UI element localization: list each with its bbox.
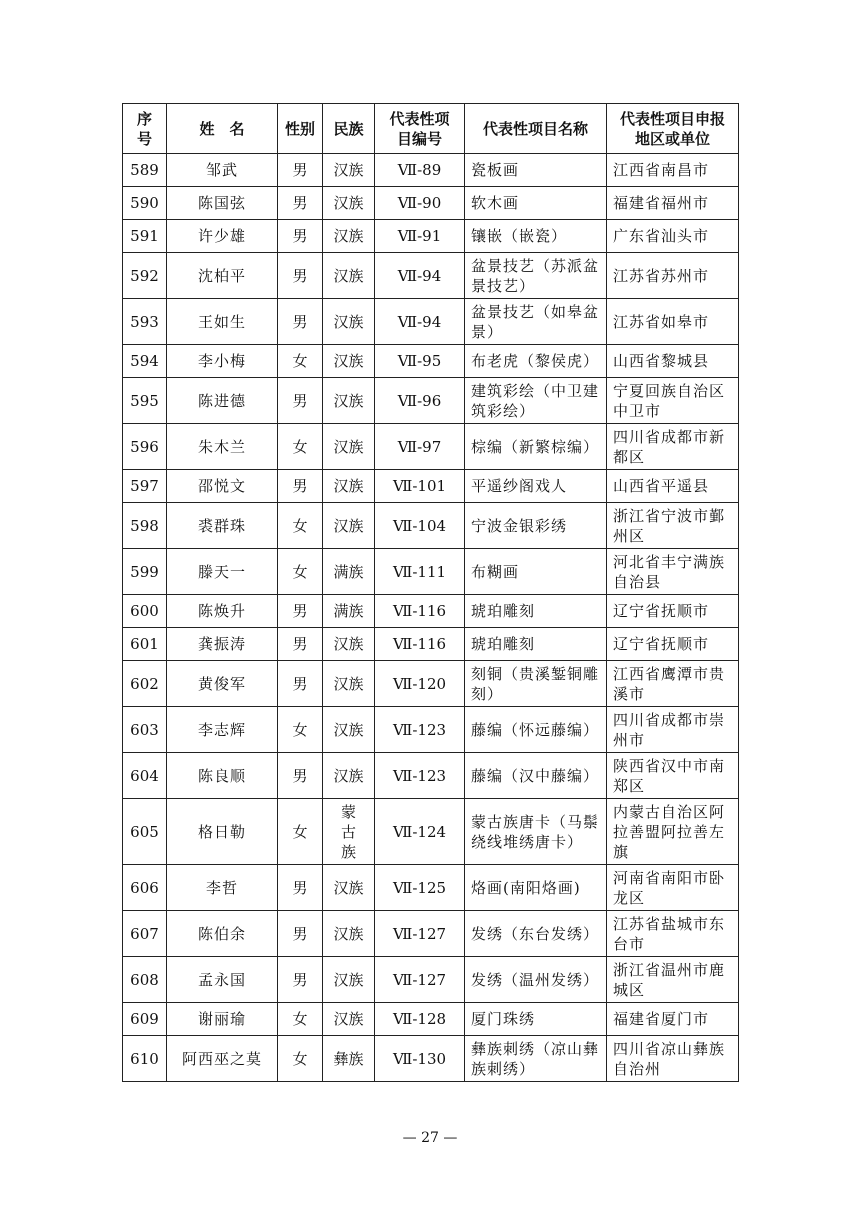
cell-gender: 男 [278,220,323,253]
cell-region: 辽宁省抚顺市 [607,628,739,661]
table-row [123,661,739,707]
cell-project-name: 烙画(南阳烙画) [465,865,607,911]
table-row [123,1003,739,1036]
cell-ethnicity: 汉族 [323,187,375,220]
cell-project-code: Ⅶ-94 [375,299,465,345]
cell-project-code: Ⅶ-95 [375,345,465,378]
header-project-code: 代表性项目编号 [375,104,465,154]
cell-ethnicity: 汉族 [323,957,375,1003]
cell-ethnicity: 蒙古族 [323,799,375,865]
cell-region: 浙江省宁波市鄞州区 [607,503,739,549]
cell-ethnicity: 汉族 [323,503,375,549]
cell-seq: 593 [123,299,167,345]
cell-project-code: Ⅶ-123 [375,753,465,799]
cell-gender: 男 [278,865,323,911]
table-row [123,253,739,299]
cell-project-name: 瓷板画 [465,154,607,187]
table-row [123,187,739,220]
cell-project-code: Ⅶ-89 [375,154,465,187]
cell-gender: 男 [278,595,323,628]
cell-name: 滕天一 [167,549,278,595]
cell-project-name: 发绣（温州发绣） [465,957,607,1003]
cell-gender: 男 [278,187,323,220]
cell-seq: 606 [123,865,167,911]
cell-region: 福建省厦门市 [607,1003,739,1036]
cell-project-name: 镶嵌（嵌瓷） [465,220,607,253]
cell-project-name: 软木画 [465,187,607,220]
table-row [123,299,739,345]
cell-project-name: 布老虎（黎侯虎） [465,345,607,378]
cell-ethnicity: 汉族 [323,707,375,753]
cell-seq: 592 [123,253,167,299]
cell-ethnicity: 汉族 [323,220,375,253]
cell-seq: 605 [123,799,167,865]
cell-ethnicity: 汉族 [323,424,375,470]
table-row [123,707,739,753]
cell-region: 河南省南阳市卧龙区 [607,865,739,911]
cell-project-code: Ⅶ-130 [375,1036,465,1082]
page-number: — 27 — [402,1130,458,1146]
cell-project-name: 布糊画 [465,549,607,595]
cell-project-name: 琥珀雕刻 [465,595,607,628]
cell-region: 福建省福州市 [607,187,739,220]
cell-seq: 589 [123,154,167,187]
cell-name: 李小梅 [167,345,278,378]
cell-ethnicity: 汉族 [323,865,375,911]
cell-name: 李志辉 [167,707,278,753]
cell-name: 邵悦文 [167,470,278,503]
cell-gender: 女 [278,503,323,549]
cell-seq: 590 [123,187,167,220]
cell-project-name: 厦门珠绣 [465,1003,607,1036]
table-row [123,865,739,911]
table-row [123,595,739,628]
cell-seq: 603 [123,707,167,753]
table-row [123,957,739,1003]
cell-gender: 女 [278,345,323,378]
cell-region: 河北省丰宁满族自治县 [607,549,739,595]
cell-project-code: Ⅶ-124 [375,799,465,865]
cell-ethnicity: 汉族 [323,1003,375,1036]
table-row [123,378,739,424]
cell-project-name: 藤编（汉中藤编） [465,753,607,799]
cell-project-code: Ⅶ-90 [375,187,465,220]
cell-gender: 男 [278,957,323,1003]
table-row [123,549,739,595]
cell-name: 谢丽瑜 [167,1003,278,1036]
cell-project-code: Ⅶ-104 [375,503,465,549]
cell-gender: 女 [278,549,323,595]
cell-seq: 591 [123,220,167,253]
cell-project-code: Ⅶ-128 [375,1003,465,1036]
table-row [123,753,739,799]
cell-region: 陕西省汉中市南郑区 [607,753,739,799]
cell-ethnicity: 汉族 [323,753,375,799]
cell-name: 许少雄 [167,220,278,253]
cell-seq: 604 [123,753,167,799]
table-row [123,154,739,187]
cell-seq: 594 [123,345,167,378]
cell-seq: 597 [123,470,167,503]
cell-region: 浙江省温州市鹿城区 [607,957,739,1003]
cell-ethnicity: 汉族 [323,911,375,957]
cell-ethnicity: 满族 [323,595,375,628]
cell-project-code: Ⅶ-127 [375,957,465,1003]
cell-name: 朱木兰 [167,424,278,470]
cell-ethnicity: 彝族 [323,1036,375,1082]
cell-project-name: 刻铜（贵溪錾铜雕刻） [465,661,607,707]
cell-project-name: 盆景技艺（如皋盆景） [465,299,607,345]
header-ethnicity: 民族 [323,104,375,154]
cell-region: 内蒙古自治区阿拉善盟阿拉善左旗 [607,799,739,865]
cell-gender: 男 [278,911,323,957]
cell-gender: 女 [278,707,323,753]
header-project-name: 代表性项目名称 [465,104,607,154]
cell-region: 四川省成都市新都区 [607,424,739,470]
cell-name: 龚振涛 [167,628,278,661]
cell-name: 陈良顺 [167,753,278,799]
table-row [123,470,739,503]
header-gender: 性别 [278,104,323,154]
cell-ethnicity: 汉族 [323,628,375,661]
cell-seq: 595 [123,378,167,424]
cell-project-code: Ⅶ-116 [375,595,465,628]
cell-gender: 男 [278,253,323,299]
header-seq: 序号 [123,104,167,154]
cell-region: 辽宁省抚顺市 [607,595,739,628]
cell-project-code: Ⅶ-91 [375,220,465,253]
cell-region: 四川省凉山彝族自治州 [607,1036,739,1082]
cell-ethnicity: 汉族 [323,299,375,345]
table-row [123,220,739,253]
cell-seq: 596 [123,424,167,470]
cell-ethnicity: 汉族 [323,154,375,187]
cell-name: 陈焕升 [167,595,278,628]
cell-name: 格日勒 [167,799,278,865]
cell-seq: 610 [123,1036,167,1082]
cell-region: 江苏省盐城市东台市 [607,911,739,957]
table-row [123,424,739,470]
cell-project-code: Ⅶ-120 [375,661,465,707]
cell-ethnicity: 汉族 [323,253,375,299]
cell-region: 江苏省苏州市 [607,253,739,299]
cell-gender: 男 [278,299,323,345]
cell-project-code: Ⅶ-97 [375,424,465,470]
cell-gender: 女 [278,1036,323,1082]
table-header-row [123,104,739,154]
header-region: 代表性项目申报地区或单位 [607,104,739,154]
cell-project-code: Ⅶ-94 [375,253,465,299]
cell-seq: 608 [123,957,167,1003]
cell-name: 陈国弦 [167,187,278,220]
cell-project-code: Ⅶ-96 [375,378,465,424]
cell-name: 陈伯余 [167,911,278,957]
cell-project-name: 琥珀雕刻 [465,628,607,661]
cell-region: 四川省成都市崇州市 [607,707,739,753]
cell-name: 孟永国 [167,957,278,1003]
cell-seq: 599 [123,549,167,595]
cell-seq: 601 [123,628,167,661]
cell-region: 广东省汕头市 [607,220,739,253]
header-name: 姓 名 [167,104,278,154]
cell-project-code: Ⅶ-125 [375,865,465,911]
cell-name: 王如生 [167,299,278,345]
cell-name: 邹武 [167,154,278,187]
cell-seq: 598 [123,503,167,549]
cell-project-name: 蒙古族唐卡（马鬃绕线堆绣唐卡） [465,799,607,865]
cell-seq: 607 [123,911,167,957]
table-row [123,503,739,549]
cell-ethnicity: 汉族 [323,378,375,424]
cell-gender: 女 [278,424,323,470]
cell-region: 山西省平遥县 [607,470,739,503]
cell-ethnicity: 汉族 [323,470,375,503]
cell-name: 阿西巫之莫 [167,1036,278,1082]
table-row [123,799,739,865]
cell-project-name: 藤编（怀远藤编） [465,707,607,753]
cell-gender: 女 [278,799,323,865]
table-row [123,628,739,661]
table-row [123,911,739,957]
cell-region: 江西省南昌市 [607,154,739,187]
cell-project-code: Ⅶ-123 [375,707,465,753]
cell-name: 裘群珠 [167,503,278,549]
cell-project-code: Ⅶ-101 [375,470,465,503]
cell-seq: 600 [123,595,167,628]
cell-region: 宁夏回族自治区中卫市 [607,378,739,424]
cell-gender: 男 [278,154,323,187]
cell-gender: 男 [278,378,323,424]
cell-name: 陈进德 [167,378,278,424]
cell-region: 江苏省如皋市 [607,299,739,345]
cell-project-name: 棕编（新繁棕编） [465,424,607,470]
cell-ethnicity: 汉族 [323,345,375,378]
cell-gender: 男 [278,753,323,799]
cell-gender: 女 [278,1003,323,1036]
cell-gender: 男 [278,661,323,707]
cell-ethnicity: 汉族 [323,661,375,707]
cell-project-code: Ⅶ-127 [375,911,465,957]
cell-project-code: Ⅶ-116 [375,628,465,661]
table-body [123,154,739,1082]
cell-project-name: 平遥纱阁戏人 [465,470,607,503]
cell-project-name: 发绣（东台发绣） [465,911,607,957]
cell-seq: 609 [123,1003,167,1036]
cell-ethnicity: 满族 [323,549,375,595]
cell-region: 山西省黎城县 [607,345,739,378]
table-row [123,1036,739,1082]
table-row [123,345,739,378]
cell-project-name: 建筑彩绘（中卫建筑彩绘） [465,378,607,424]
heritage-inheritor-table [122,103,739,1082]
cell-gender: 男 [278,628,323,661]
cell-gender: 男 [278,470,323,503]
cell-name: 沈柏平 [167,253,278,299]
cell-region: 江西省鹰潭市贵溪市 [607,661,739,707]
cell-name: 李哲 [167,865,278,911]
cell-project-code: Ⅶ-111 [375,549,465,595]
cell-name: 黄俊军 [167,661,278,707]
cell-project-name: 盆景技艺（苏派盆景技艺） [465,253,607,299]
cell-project-name: 彝族刺绣（凉山彝族刺绣） [465,1036,607,1082]
cell-seq: 602 [123,661,167,707]
cell-project-name: 宁波金银彩绣 [465,503,607,549]
